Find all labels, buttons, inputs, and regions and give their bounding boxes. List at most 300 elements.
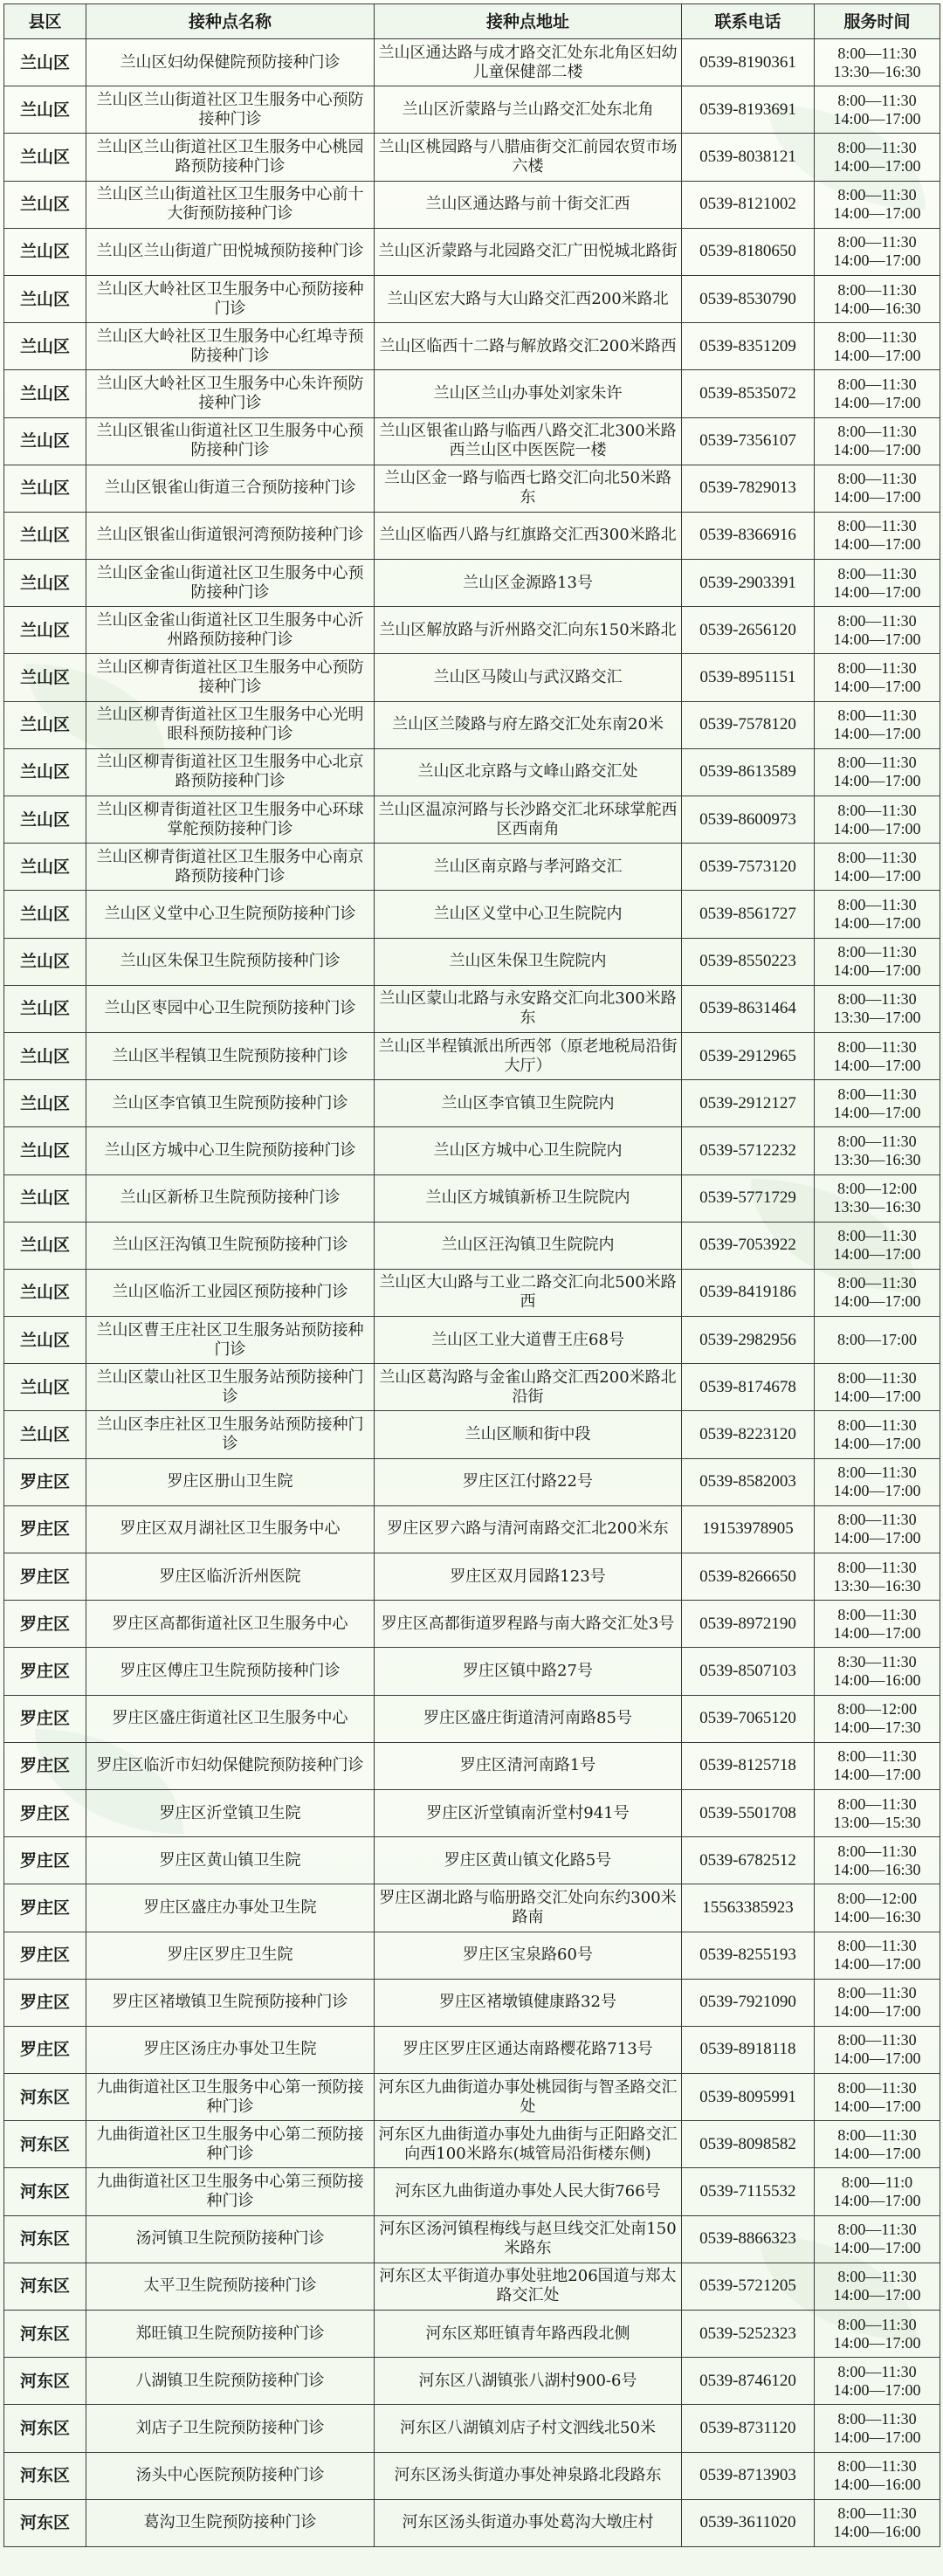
table-row bbox=[4, 323, 940, 370]
table-row bbox=[4, 607, 940, 654]
table-row bbox=[4, 2358, 940, 2405]
site-address-cell: 罗庄区镇中路27号 bbox=[375, 1648, 682, 1695]
site-name-cell: 兰山区大岭社区卫生服务中心预防接种门诊 bbox=[86, 275, 375, 322]
site-address-cell: 兰山区半程镇派出所西邻（原老地税局沿街大厅） bbox=[375, 1032, 682, 1079]
site-address-cell: 河东区郑旺镇青年路西段北侧 bbox=[375, 2311, 682, 2358]
service-hours-cell: 8:00—11:30 14:00—16:00 bbox=[815, 2452, 940, 2499]
phone-cell: 0539-8507103 bbox=[682, 1648, 815, 1695]
county-cell: 罗庄区 bbox=[4, 1505, 86, 1553]
county-cell: 河东区 bbox=[4, 2074, 86, 2121]
site-name-cell: 太平卫生院预防接种门诊 bbox=[86, 2263, 375, 2310]
service-hours-cell: 8:00—11:30 14:00—17:00 bbox=[815, 370, 940, 417]
phone-cell: 0539-8351209 bbox=[682, 323, 815, 370]
site-address-cell: 兰山区北京路与文峰山路交汇处 bbox=[375, 748, 682, 796]
county-cell: 河东区 bbox=[4, 2499, 86, 2546]
county-cell: 河东区 bbox=[4, 2168, 86, 2215]
county-cell: 兰山区 bbox=[4, 370, 86, 417]
county-cell: 河东区 bbox=[4, 2215, 86, 2263]
table-row bbox=[4, 1127, 940, 1174]
site-name-cell: 兰山区曹王庄社区卫生服务站预防接种门诊 bbox=[86, 1317, 375, 1364]
service-hours-cell: 8:00—11:0 14:00—17:00 bbox=[815, 2168, 940, 2215]
county-cell: 兰山区 bbox=[4, 228, 86, 275]
table-row bbox=[4, 2215, 940, 2263]
table-row bbox=[4, 2121, 940, 2168]
site-address-cell: 兰山区通达路与成才路交汇处东北角区妇幼儿童保健部二楼 bbox=[375, 39, 682, 86]
county-cell: 兰山区 bbox=[4, 512, 86, 559]
phone-cell: 0539-8121002 bbox=[682, 181, 815, 228]
service-hours-cell: 8:00—11:30 14:00—17:00 bbox=[815, 1601, 940, 1648]
table-row bbox=[4, 1174, 940, 1222]
county-cell: 兰山区 bbox=[4, 39, 86, 86]
phone-cell: 0539-8951151 bbox=[682, 654, 815, 701]
site-address-cell: 罗庄区高都街道罗程路与南大路交汇处3号 bbox=[375, 1601, 682, 1648]
site-name-cell: 九曲街道社区卫生服务中心第一预防接种门诊 bbox=[86, 2074, 375, 2121]
site-name-cell: 兰山区李庄社区卫生服务站预防接种门诊 bbox=[86, 1411, 375, 1458]
county-cell: 罗庄区 bbox=[4, 1932, 86, 1979]
site-address-cell: 河东区九曲街道办事处桃园街与智圣路交汇处 bbox=[375, 2074, 682, 2121]
county-cell: 罗庄区 bbox=[4, 1458, 86, 1505]
phone-cell: 0539-8125718 bbox=[682, 1742, 815, 1789]
table-row bbox=[4, 796, 940, 844]
table-row bbox=[4, 891, 940, 938]
service-hours-cell: 8:00—11:30 14:00—17:00 bbox=[815, 2311, 940, 2358]
site-address-cell: 兰山区通达路与前十街交汇西 bbox=[375, 181, 682, 228]
phone-cell: 0539-8180650 bbox=[682, 228, 815, 275]
site-address-cell: 罗庄区双月园路123号 bbox=[375, 1553, 682, 1601]
site-name-cell: 兰山区蒙山社区卫生服务站预防接种门诊 bbox=[86, 1364, 375, 1411]
column-header-site-name: 接种点名称 bbox=[86, 4, 375, 39]
phone-cell: 0539-2912965 bbox=[682, 1032, 815, 1079]
county-cell: 河东区 bbox=[4, 2121, 86, 2168]
column-header-site-address: 接种点地址 bbox=[375, 4, 682, 39]
phone-cell: 0539-6782512 bbox=[682, 1837, 815, 1884]
county-cell: 罗庄区 bbox=[4, 1837, 86, 1884]
service-hours-cell: 8:00—12:00 14:00—16:30 bbox=[815, 1884, 940, 1932]
service-hours-cell: 8:00—11:30 14:00—17:00 bbox=[815, 2358, 940, 2405]
phone-cell: 0539-2912127 bbox=[682, 1080, 815, 1127]
county-cell: 罗庄区 bbox=[4, 1979, 86, 2026]
site-name-cell: 兰山区兰山街道社区卫生服务中心桃园路预防接种门诊 bbox=[86, 134, 375, 181]
county-cell: 兰山区 bbox=[4, 134, 86, 181]
phone-cell: 0539-8918118 bbox=[682, 2026, 815, 2073]
site-name-cell: 兰山区银雀山街道社区卫生服务中心预防接种门诊 bbox=[86, 417, 375, 465]
service-hours-cell: 8:00—11:30 13:30—16:30 bbox=[815, 1127, 940, 1174]
county-cell: 河东区 bbox=[4, 2311, 86, 2358]
phone-cell: 0539-8098582 bbox=[682, 2121, 815, 2168]
table-row bbox=[4, 181, 940, 228]
county-cell: 兰山区 bbox=[4, 701, 86, 748]
service-hours-cell: 8:00—12:00 14:00—17:30 bbox=[815, 1695, 940, 1742]
site-name-cell: 兰山区柳青街道社区卫生服务中心南京路预防接种门诊 bbox=[86, 844, 375, 891]
site-address-cell: 兰山区南京路与孝河路交汇 bbox=[375, 844, 682, 891]
county-cell: 兰山区 bbox=[4, 417, 86, 465]
site-name-cell: 罗庄区沂堂镇卫生院 bbox=[86, 1789, 375, 1836]
site-name-cell: 兰山区李官镇卫生院预防接种门诊 bbox=[86, 1080, 375, 1127]
site-name-cell: 兰山区义堂中心卫生院预防接种门诊 bbox=[86, 891, 375, 938]
service-hours-cell: 8:00—11:30 14:00—17:00 bbox=[815, 607, 940, 654]
table-row bbox=[4, 39, 940, 86]
service-hours-cell: 8:00—11:30 13:30—16:30 bbox=[815, 39, 940, 86]
table-row bbox=[4, 654, 940, 701]
service-hours-cell: 8:00—11:30 14:00—17:00 bbox=[815, 1364, 940, 1411]
site-name-cell: 郑旺镇卫生院预防接种门诊 bbox=[86, 2311, 375, 2358]
site-name-cell: 兰山区兰山街道社区卫生服务中心前十大街预防接种门诊 bbox=[86, 181, 375, 228]
site-name-cell: 兰山区金雀山街道社区卫生服务中心预防接种门诊 bbox=[86, 560, 375, 607]
phone-cell: 0539-8561727 bbox=[682, 891, 815, 938]
site-address-cell: 兰山区方城镇新桥卫生院院内 bbox=[375, 1174, 682, 1222]
phone-cell: 0539-5721205 bbox=[682, 2263, 815, 2310]
service-hours-cell: 8:00—11:30 14:00—17:00 bbox=[815, 2215, 940, 2263]
column-header-phone: 联系电话 bbox=[682, 4, 815, 39]
site-name-cell: 罗庄区傅庄卫生院预防接种门诊 bbox=[86, 1648, 375, 1695]
site-name-cell: 兰山区大岭社区卫生服务中心朱许预防接种门诊 bbox=[86, 370, 375, 417]
table-row bbox=[4, 1458, 940, 1505]
service-hours-cell: 8:00—11:30 14:00—17:00 bbox=[815, 134, 940, 181]
site-name-cell: 罗庄区册山卫生院 bbox=[86, 1458, 375, 1505]
service-hours-cell: 8:00—11:30 14:00—17:00 bbox=[815, 654, 940, 701]
table-row bbox=[4, 465, 940, 512]
site-address-cell: 河东区汤头街道办事处神泉路北段路东 bbox=[375, 2452, 682, 2499]
site-name-cell: 罗庄区临沂市妇幼保健院预防接种门诊 bbox=[86, 1742, 375, 1789]
county-cell: 河东区 bbox=[4, 2405, 86, 2452]
site-address-cell: 兰山区银雀山路与临西八路交汇北300米路西兰山区中医医院一楼 bbox=[375, 417, 682, 465]
site-address-cell: 兰山区沂蒙路与北园路交汇广田悦城北路街 bbox=[375, 228, 682, 275]
county-cell: 兰山区 bbox=[4, 181, 86, 228]
table-row bbox=[4, 1317, 940, 1364]
service-hours-cell: 8:00—11:30 13:30—16:30 bbox=[815, 1553, 940, 1601]
phone-cell: 0539-2982956 bbox=[682, 1317, 815, 1364]
county-cell: 兰山区 bbox=[4, 938, 86, 985]
table-row bbox=[4, 512, 940, 559]
site-name-cell: 罗庄区双月湖社区卫生服务中心 bbox=[86, 1505, 375, 1553]
table-row bbox=[4, 985, 940, 1032]
table-row bbox=[4, 938, 940, 985]
site-address-cell: 河东区汤河镇程梅线与赵旦线交汇处南150米路东 bbox=[375, 2215, 682, 2263]
county-cell: 罗庄区 bbox=[4, 1601, 86, 1648]
service-hours-cell: 8:00—11:30 14:00—17:00 bbox=[815, 844, 940, 891]
table-row bbox=[4, 560, 940, 607]
site-name-cell: 罗庄区黄山镇卫生院 bbox=[86, 1837, 375, 1884]
table-row bbox=[4, 2263, 940, 2310]
site-address-cell: 兰山区方城中心卫生院院内 bbox=[375, 1127, 682, 1174]
table-row bbox=[4, 1695, 940, 1742]
service-hours-cell: 8:00—11:30 14:00—17:00 bbox=[815, 2263, 940, 2310]
service-hours-cell: 8:00—11:30 14:00—17:00 bbox=[815, 86, 940, 134]
site-name-cell: 罗庄区汤庄办事处卫生院 bbox=[86, 2026, 375, 2073]
site-name-cell: 兰山区新桥卫生院预防接种门诊 bbox=[86, 1174, 375, 1222]
phone-cell: 0539-7573120 bbox=[682, 844, 815, 891]
site-address-cell: 兰山区兰陵路与府左路交汇处东南20米 bbox=[375, 701, 682, 748]
service-hours-cell: 8:00—11:30 14:00—17:00 bbox=[815, 748, 940, 796]
phone-cell: 0539-3611020 bbox=[682, 2499, 815, 2546]
site-name-cell: 兰山区大岭社区卫生服务中心红埠寺预防接种门诊 bbox=[86, 323, 375, 370]
county-cell: 兰山区 bbox=[4, 796, 86, 844]
service-hours-cell: 8:00—11:30 14:00—17:00 bbox=[815, 1032, 940, 1079]
service-hours-cell: 8:00—11:30 14:00—17:00 bbox=[815, 323, 940, 370]
site-name-cell: 兰山区兰山街道社区卫生服务中心预防接种门诊 bbox=[86, 86, 375, 134]
phone-cell: 0539-8174678 bbox=[682, 1364, 815, 1411]
service-hours-cell: 8:00—11:30 14:00—17:00 bbox=[815, 181, 940, 228]
phone-cell: 0539-7921090 bbox=[682, 1979, 815, 2026]
county-cell: 兰山区 bbox=[4, 323, 86, 370]
site-name-cell: 刘店子卫生院预防接种门诊 bbox=[86, 2405, 375, 2452]
site-address-cell: 河东区九曲街道办事处九曲街与正阳路交汇向西100米路东(城管局沿街楼东侧) bbox=[375, 2121, 682, 2168]
table-row bbox=[4, 2074, 940, 2121]
table-row bbox=[4, 1222, 940, 1269]
county-cell: 河东区 bbox=[4, 2358, 86, 2405]
county-cell: 兰山区 bbox=[4, 465, 86, 512]
site-address-cell: 河东区太平街道办事处驻地206国道与郑太路交汇处 bbox=[375, 2263, 682, 2310]
county-cell: 河东区 bbox=[4, 2263, 86, 2310]
service-hours-cell: 8:00—11:30 14:00—17:00 bbox=[815, 1080, 940, 1127]
service-hours-cell: 8:00—11:30 14:00—17:00 bbox=[815, 1411, 940, 1458]
table-row bbox=[4, 1080, 940, 1127]
site-name-cell: 兰山区柳青街道社区卫生服务中心预防接种门诊 bbox=[86, 654, 375, 701]
site-name-cell: 罗庄区褚墩镇卫生院预防接种门诊 bbox=[86, 1979, 375, 2026]
service-hours-cell: 8:00—11:30 14:00—17:00 bbox=[815, 701, 940, 748]
phone-cell: 0539-7578120 bbox=[682, 701, 815, 748]
site-name-cell: 兰山区半程镇卫生院预防接种门诊 bbox=[86, 1032, 375, 1079]
table-row bbox=[4, 1032, 940, 1079]
table-row bbox=[4, 2452, 940, 2499]
site-name-cell: 兰山区银雀山街道银河湾预防接种门诊 bbox=[86, 512, 375, 559]
county-cell: 兰山区 bbox=[4, 86, 86, 134]
county-cell: 兰山区 bbox=[4, 607, 86, 654]
table-row bbox=[4, 228, 940, 275]
service-hours-cell: 8:00—11:30 14:00—17:00 bbox=[815, 560, 940, 607]
phone-cell: 0539-8550223 bbox=[682, 938, 815, 985]
service-hours-cell: 8:00—11:30 14:00—16:30 bbox=[815, 275, 940, 322]
site-address-cell: 兰山区桃园路与八腊庙街交汇前园农贸市场六楼 bbox=[375, 134, 682, 181]
service-hours-cell: 8:00—11:30 14:00—17:00 bbox=[815, 1222, 940, 1269]
phone-cell: 0539-8731120 bbox=[682, 2405, 815, 2452]
service-hours-cell: 8:00—11:30 14:00—17:00 bbox=[815, 1932, 940, 1979]
county-cell: 兰山区 bbox=[4, 891, 86, 938]
phone-cell: 0539-5501708 bbox=[682, 1789, 815, 1836]
site-address-cell: 兰山区顺和街中段 bbox=[375, 1411, 682, 1458]
table-row bbox=[4, 1742, 940, 1789]
site-address-cell: 河东区八湖镇刘店子村文泗线北50米 bbox=[375, 2405, 682, 2452]
site-address-cell: 罗庄区罗六路与清河南路交汇北200米东 bbox=[375, 1505, 682, 1553]
site-address-cell: 兰山区义堂中心卫生院院内 bbox=[375, 891, 682, 938]
site-name-cell: 兰山区柳青街道社区卫生服务中心北京路预防接种门诊 bbox=[86, 748, 375, 796]
site-name-cell: 兰山区妇幼保健院预防接种门诊 bbox=[86, 39, 375, 86]
service-hours-cell: 8:00—11:30 14:00—17:00 bbox=[815, 465, 940, 512]
site-name-cell: 八湖镇卫生院预防接种门诊 bbox=[86, 2358, 375, 2405]
phone-cell: 19153978905 bbox=[682, 1505, 815, 1553]
site-address-cell: 河东区九曲街道办事处人民大街766号 bbox=[375, 2168, 682, 2215]
phone-cell: 0539-8600973 bbox=[682, 796, 815, 844]
table-row bbox=[4, 275, 940, 322]
table-row bbox=[4, 2168, 940, 2215]
site-address-cell: 罗庄区盛庄街道清河南路85号 bbox=[375, 1695, 682, 1742]
table-body bbox=[4, 39, 940, 2547]
service-hours-cell: 8:00—11:30 14:00—17:00 bbox=[815, 2405, 940, 2452]
service-hours-cell: 8:00—11:30 14:00—17:00 bbox=[815, 228, 940, 275]
site-address-cell: 罗庄区黄山镇文化路5号 bbox=[375, 1837, 682, 1884]
county-cell: 兰山区 bbox=[4, 1174, 86, 1222]
table-row bbox=[4, 844, 940, 891]
county-cell: 兰山区 bbox=[4, 748, 86, 796]
phone-cell: 0539-8190361 bbox=[682, 39, 815, 86]
column-header-service-hours: 服务时间 bbox=[815, 4, 940, 39]
service-hours-cell: 8:00—11:30 14:00—17:00 bbox=[815, 1742, 940, 1789]
table-row bbox=[4, 134, 940, 181]
table-row bbox=[4, 1932, 940, 1979]
site-name-cell: 罗庄区盛庄办事处卫生院 bbox=[86, 1884, 375, 1932]
site-address-cell: 兰山区温凉河路与长沙路交汇北环球掌舵西区西南角 bbox=[375, 796, 682, 844]
table-row bbox=[4, 1364, 940, 1411]
phone-cell: 0539-8266650 bbox=[682, 1553, 815, 1601]
table-row bbox=[4, 86, 940, 134]
site-name-cell: 罗庄区临沂沂州医院 bbox=[86, 1553, 375, 1601]
county-cell: 兰山区 bbox=[4, 1032, 86, 1079]
phone-cell: 0539-8223120 bbox=[682, 1411, 815, 1458]
site-name-cell: 汤河镇卫生院预防接种门诊 bbox=[86, 2215, 375, 2263]
county-cell: 兰山区 bbox=[4, 654, 86, 701]
service-hours-cell: 8:00—11:30 14:00—17:00 bbox=[815, 1458, 940, 1505]
county-cell: 兰山区 bbox=[4, 1317, 86, 1364]
site-address-cell: 兰山区沂蒙路与兰山路交汇处东北角 bbox=[375, 86, 682, 134]
phone-cell: 0539-8366916 bbox=[682, 512, 815, 559]
site-address-cell: 兰山区金一路与临西七路交汇向北50米路东 bbox=[375, 465, 682, 512]
phone-cell: 0539-5771729 bbox=[682, 1174, 815, 1222]
county-cell: 兰山区 bbox=[4, 985, 86, 1032]
county-cell: 兰山区 bbox=[4, 1269, 86, 1316]
county-cell: 兰山区 bbox=[4, 1364, 86, 1411]
phone-cell: 15563385923 bbox=[682, 1884, 815, 1932]
table-row bbox=[4, 1269, 940, 1316]
site-address-cell: 罗庄区褚墩镇健康路32号 bbox=[375, 1979, 682, 2026]
service-hours-cell: 8:00—11:30 13:00—15:30 bbox=[815, 1789, 940, 1836]
phone-cell: 0539-5712232 bbox=[682, 1127, 815, 1174]
site-name-cell: 兰山区柳青街道社区卫生服务中心光明眼科预防接种门诊 bbox=[86, 701, 375, 748]
phone-cell: 0539-7356107 bbox=[682, 417, 815, 465]
service-hours-cell: 8:00—12:00 13:30—16:30 bbox=[815, 1174, 940, 1222]
table-row bbox=[4, 701, 940, 748]
phone-cell: 0539-8535072 bbox=[682, 370, 815, 417]
phone-cell: 0539-8613589 bbox=[682, 748, 815, 796]
service-hours-cell: 8:00—11:30 14:00—17:00 bbox=[815, 512, 940, 559]
site-name-cell: 兰山区兰山街道广田悦城预防接种门诊 bbox=[86, 228, 375, 275]
site-address-cell: 兰山区临西十二路与解放路交汇200米路西 bbox=[375, 323, 682, 370]
county-cell: 罗庄区 bbox=[4, 1553, 86, 1601]
phone-cell: 0539-8713903 bbox=[682, 2452, 815, 2499]
table-row bbox=[4, 1411, 940, 1458]
site-address-cell: 兰山区宏大路与大山路交汇西200米路北 bbox=[375, 275, 682, 322]
site-name-cell: 罗庄区罗庄卫生院 bbox=[86, 1932, 375, 1979]
table-row bbox=[4, 417, 940, 465]
site-address-cell: 兰山区葛沟路与金雀山路交汇西200米路北沿街 bbox=[375, 1364, 682, 1411]
service-hours-cell: 8:00—11:30 14:00—17:00 bbox=[815, 1979, 940, 2026]
site-name-cell: 兰山区枣园中心卫生院预防接种门诊 bbox=[86, 985, 375, 1032]
phone-cell: 0539-2903391 bbox=[682, 560, 815, 607]
site-address-cell: 兰山区兰山办事处刘家朱许 bbox=[375, 370, 682, 417]
site-address-cell: 罗庄区罗庄区通达南路樱花路713号 bbox=[375, 2026, 682, 2073]
service-hours-cell: 8:00—11:30 14:00—17:00 bbox=[815, 1269, 940, 1316]
phone-cell: 0539-8038121 bbox=[682, 134, 815, 181]
site-address-cell: 罗庄区湖北路与临册路交汇处向东约300米路南 bbox=[375, 1884, 682, 1932]
site-name-cell: 九曲街道社区卫生服务中心第三预防接种门诊 bbox=[86, 2168, 375, 2215]
site-address-cell: 兰山区临西八路与红旗路交汇西300米路北 bbox=[375, 512, 682, 559]
phone-cell: 0539-5252323 bbox=[682, 2311, 815, 2358]
phone-cell: 0539-2656120 bbox=[682, 607, 815, 654]
site-address-cell: 罗庄区沂堂镇南沂堂村941号 bbox=[375, 1789, 682, 1836]
county-cell: 兰山区 bbox=[4, 1127, 86, 1174]
site-address-cell: 罗庄区江付路22号 bbox=[375, 1458, 682, 1505]
site-address-cell: 罗庄区宝泉路60号 bbox=[375, 1932, 682, 1979]
site-name-cell: 兰山区柳青街道社区卫生服务中心环球掌舵预防接种门诊 bbox=[86, 796, 375, 844]
phone-cell: 0539-7115532 bbox=[682, 2168, 815, 2215]
phone-cell: 0539-8255193 bbox=[682, 1932, 815, 1979]
table-row bbox=[4, 1979, 940, 2026]
county-cell: 罗庄区 bbox=[4, 2026, 86, 2073]
site-address-cell: 兰山区汪沟镇卫生院院内 bbox=[375, 1222, 682, 1269]
county-cell: 兰山区 bbox=[4, 1222, 86, 1269]
site-name-cell: 兰山区临沂工业园区预防接种门诊 bbox=[86, 1269, 375, 1316]
service-hours-cell: 8:30—11:30 14:00—16:00 bbox=[815, 1648, 940, 1695]
table-row bbox=[4, 1837, 940, 1884]
site-address-cell: 兰山区工业大道曹王庄68号 bbox=[375, 1317, 682, 1364]
table-row bbox=[4, 2405, 940, 2452]
phone-cell: 0539-8972190 bbox=[682, 1601, 815, 1648]
phone-cell: 0539-7053922 bbox=[682, 1222, 815, 1269]
table-row bbox=[4, 2499, 940, 2546]
site-name-cell: 兰山区银雀山街道三合预防接种门诊 bbox=[86, 465, 375, 512]
county-cell: 罗庄区 bbox=[4, 1695, 86, 1742]
site-name-cell: 汤头中心医院预防接种门诊 bbox=[86, 2452, 375, 2499]
county-cell: 兰山区 bbox=[4, 844, 86, 891]
service-hours-cell: 8:00—11:30 14:00—16:30 bbox=[815, 1837, 940, 1884]
site-address-cell: 罗庄区清河南路1号 bbox=[375, 1742, 682, 1789]
phone-cell: 0539-8582003 bbox=[682, 1458, 815, 1505]
table-row bbox=[4, 1648, 940, 1695]
table-row bbox=[4, 748, 940, 796]
vaccination-sites-table bbox=[3, 3, 940, 2547]
county-cell: 罗庄区 bbox=[4, 1884, 86, 1932]
table-header-row bbox=[4, 4, 940, 39]
table-row bbox=[4, 1601, 940, 1648]
service-hours-cell: 8:00—11:30 14:00—17:00 bbox=[815, 796, 940, 844]
table-row bbox=[4, 1884, 940, 1932]
table-row bbox=[4, 370, 940, 417]
site-address-cell: 兰山区大山路与工业二路交汇向北500米路西 bbox=[375, 1269, 682, 1316]
site-address-cell: 兰山区金源路13号 bbox=[375, 560, 682, 607]
phone-cell: 0539-7065120 bbox=[682, 1695, 815, 1742]
site-name-cell: 葛沟卫生院预防接种门诊 bbox=[86, 2499, 375, 2546]
site-name-cell: 九曲街道社区卫生服务中心第二预防接种门诊 bbox=[86, 2121, 375, 2168]
site-name-cell: 兰山区汪沟镇卫生院预防接种门诊 bbox=[86, 1222, 375, 1269]
table-row bbox=[4, 2311, 940, 2358]
site-address-cell: 兰山区朱保卫生院院内 bbox=[375, 938, 682, 985]
site-address-cell: 河东区八湖镇张八湖村900-6号 bbox=[375, 2358, 682, 2405]
county-cell: 罗庄区 bbox=[4, 1648, 86, 1695]
column-header-county: 县区 bbox=[4, 4, 86, 39]
table-row bbox=[4, 2026, 940, 2073]
table-row bbox=[4, 1505, 940, 1553]
phone-cell: 0539-8866323 bbox=[682, 2215, 815, 2263]
service-hours-cell: 8:00—17:00 bbox=[815, 1317, 940, 1364]
site-name-cell: 罗庄区高都街道社区卫生服务中心 bbox=[86, 1601, 375, 1648]
service-hours-cell: 8:00—11:30 14:00—17:00 bbox=[815, 2074, 940, 2121]
site-address-cell: 兰山区解放路与沂州路交汇向东150米路北 bbox=[375, 607, 682, 654]
site-name-cell: 兰山区方城中心卫生院预防接种门诊 bbox=[86, 1127, 375, 1174]
site-address-cell: 河东区汤头街道办事处葛沟大墩庄村 bbox=[375, 2499, 682, 2546]
site-name-cell: 兰山区朱保卫生院预防接种门诊 bbox=[86, 938, 375, 985]
service-hours-cell: 8:00—11:30 14:00—16:00 bbox=[815, 2499, 940, 2546]
phone-cell: 0539-8095991 bbox=[682, 2074, 815, 2121]
county-cell: 兰山区 bbox=[4, 1411, 86, 1458]
